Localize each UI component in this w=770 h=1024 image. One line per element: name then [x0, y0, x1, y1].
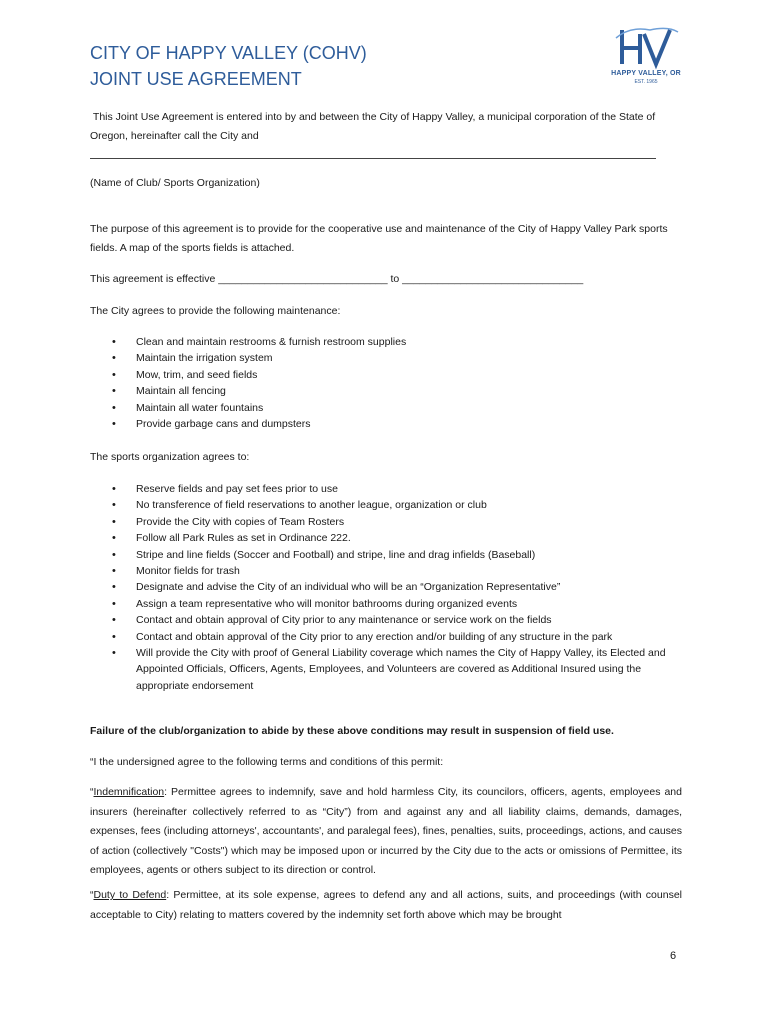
title-line-1: CITY OF HAPPY VALLEY (COHV) [90, 43, 367, 63]
page-number: 6 [670, 950, 677, 962]
org-agrees-heading: The sports organization agrees to: [90, 451, 250, 463]
happy-valley-logo [610, 24, 682, 90]
indemnification-heading: Indemnification [93, 786, 165, 798]
org-obligation-item: • Follow all Park Rules as set in Ordinance 222. [90, 530, 680, 546]
name-blank-line [90, 158, 656, 159]
org-obligation-item: • Designate and advise the City of an individual who will be an “Organization Representative” [90, 579, 680, 595]
city-maintenance-list [90, 334, 680, 432]
intro-text: This Joint Use Agreement is entered into by and between the City of Happy Valley, a municipal corporation of the State of Oregon, hereinafter call the City and [90, 111, 656, 142]
logo-mark-icon [610, 24, 682, 72]
duty-to-defend-text: : Permittee, at its sole expense, agrees to defend any and all actions, suits, and proceedings (with counsel acceptable to City) relating to matters covered by the indemnity set forth above which may be brought [90, 889, 682, 921]
city-maintenance-item: • Maintain all fencing [90, 383, 680, 399]
intro-paragraph [90, 108, 690, 146]
failure-notice: Failure of the club/organization to abide by these above conditions may result in suspension of field use. [90, 725, 614, 737]
logo-text: HAPPY VALLEY, OR [611, 70, 681, 77]
org-obligation-item: • Monitor fields for trash [90, 563, 680, 579]
document-title [90, 40, 367, 92]
indemnification-text: : Permittee agrees to indemnify, save and hold harmless City, its councilors, officers, agents, employees and insurers (hereinafter collectively referred to as “City”) from and against any and all liability claims, demands, damages, expenses, fees (including attorneys', accountants', and paralegal fees), fines, penalties, suits, proceedings, actions, and causes of action (collectively "Costs") which may be imposed upon or incurred by the City due to the acts or omissions of Permittee, its employees, agents or others subject to its direction or control. [90, 786, 682, 876]
city-maintenance-item: • Maintain all water fountains [90, 400, 680, 416]
org-obligation-item: • Provide the City with copies of Team Rosters [90, 514, 680, 530]
title-line-2: JOINT USE AGREEMENT [90, 69, 302, 89]
org-obligation-item: • Contact and obtain approval of City prior to any maintenance or service work on the fields [90, 612, 680, 628]
indemnification-quote: “ [90, 786, 94, 798]
org-obligations-list [90, 481, 680, 694]
org-obligation-item: • Reserve fields and pay set fees prior to use [90, 481, 680, 497]
indemnification-paragraph [90, 783, 682, 881]
name-label: (Name of Club/ Sports Organization) [90, 177, 260, 189]
org-obligation-item: • Assign a team representative who will monitor bathrooms during organized events [90, 596, 680, 612]
purpose-paragraph: The purpose of this agreement is to provide for the cooperative use and maintenance of the City of Happy Valley Park sports fields. A map of the sports fields is attached. [90, 223, 668, 254]
org-obligation-item: • Will provide the City with proof of General Liability coverage which names the City of Happy Valley, its Elected and Appointed Officials, Officers, Agents, Employees, and Volunteers are covered as Additional Insured using the appropriate endorsement [90, 645, 680, 694]
city-agrees-heading: The City agrees to provide the following maintenance: [90, 305, 341, 317]
city-maintenance-item: • Provide garbage cans and dumpsters [90, 416, 680, 432]
org-obligation-item: • Stripe and line fields (Soccer and Football) and stripe, line and drag infields (Baseball) [90, 547, 680, 563]
logo-subtext: EST. 1965 [634, 79, 658, 85]
duty-to-defend-paragraph [90, 886, 682, 925]
duty-to-defend-quote: “ [90, 889, 94, 901]
duty-to-defend-heading: Duty to Defend [93, 889, 167, 901]
undersigned-statement: “I the undersigned agree to the following terms and conditions of this permit: [90, 756, 444, 768]
org-obligation-item: • Contact and obtain approval of the City prior to any erection and/or building of any structure in the park [90, 629, 680, 645]
city-maintenance-item: • Maintain the irrigation system [90, 350, 680, 366]
effective-dates: This agreement is effective _____________________________ to _______________________________ [90, 273, 584, 285]
org-obligation-item: • No transference of field reservations to another league, organization or club [90, 497, 680, 513]
city-maintenance-item: • Mow, trim, and seed fields [90, 367, 680, 383]
city-maintenance-item: • Clean and maintain restrooms & furnish restroom supplies [90, 334, 680, 350]
